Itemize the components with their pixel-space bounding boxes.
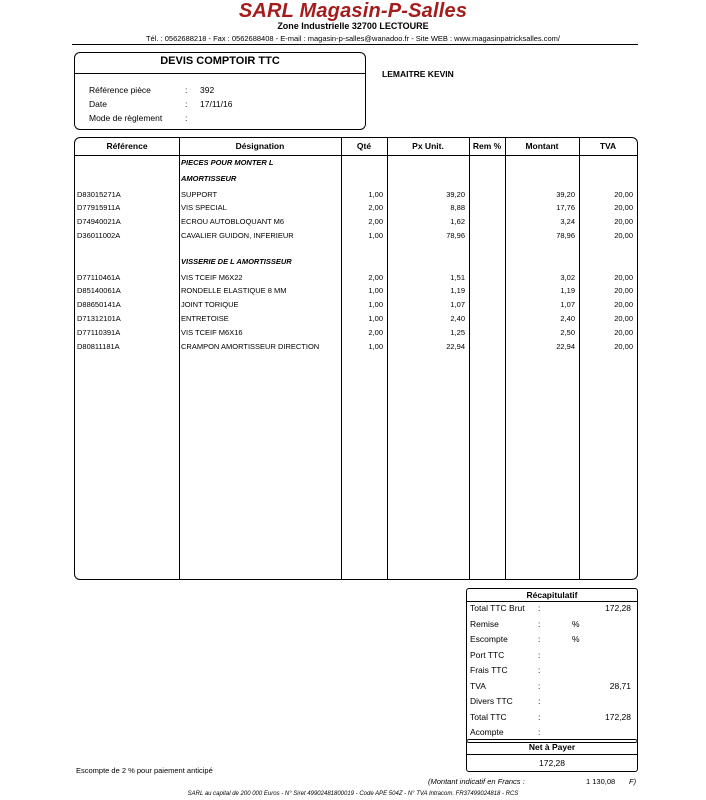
recap-percent: % bbox=[572, 634, 580, 644]
cell-reference: D85140061A bbox=[77, 286, 121, 296]
recap-percent: % bbox=[572, 618, 580, 629]
cell-montant: 1,07 bbox=[560, 300, 575, 310]
recap-row bbox=[467, 665, 637, 680]
cell-px-unit: 1,19 bbox=[450, 286, 465, 296]
devis-info-box bbox=[74, 52, 366, 130]
recap-colon: : bbox=[538, 680, 541, 691]
recap-colon: : bbox=[538, 711, 541, 722]
company-contact: Tél. : 0562688218 - Fax : 0562688408 - E-mail : magasin-p-salles@wanadoo.fr - Site WEB : www.magasinpatricksalles.com/ bbox=[145, 34, 561, 43]
header-divider bbox=[72, 44, 638, 45]
recap-title: Récapitulatif bbox=[526, 590, 578, 600]
cell-designation: VIS TCEIF M6X22 bbox=[181, 272, 243, 282]
recap-label: TVA bbox=[470, 680, 486, 691]
recap-row bbox=[467, 634, 637, 649]
cell-montant: 2,40 bbox=[560, 314, 575, 323]
col-header-montant: Montant bbox=[525, 141, 559, 151]
cell-tva: 20,00 bbox=[614, 189, 633, 199]
cell-tva: 20,00 bbox=[614, 286, 633, 296]
recap-label: Frais TTC bbox=[470, 665, 508, 675]
cell-reference: D77915911A bbox=[77, 203, 121, 213]
cell-tva: 20,00 bbox=[614, 341, 633, 351]
franc-label: (Montant indicatif en Francs : bbox=[428, 777, 525, 786]
recap-label: Remise bbox=[470, 618, 499, 629]
recap-label: Divers TTC bbox=[470, 696, 513, 706]
cell-designation: ENTRETOISE bbox=[181, 314, 229, 323]
cell-reference: D83015271A bbox=[77, 189, 121, 199]
franc-suffix: F) bbox=[629, 777, 637, 786]
cell-px-unit: 8,88 bbox=[450, 203, 465, 213]
cell-montant: 3,24 bbox=[560, 217, 575, 227]
cell-px-unit: 1,25 bbox=[450, 327, 465, 337]
recap-label: Escompte bbox=[470, 634, 508, 644]
recap-row bbox=[467, 619, 637, 634]
cell-reference: D80811181A bbox=[77, 341, 120, 351]
cell-tva: 20,00 bbox=[614, 272, 633, 282]
col-header-designation: Désignation bbox=[235, 141, 285, 151]
col-divider bbox=[179, 138, 180, 579]
cell-designation: RONDELLE ELASTIQUE 8 MM bbox=[181, 286, 287, 296]
mode-label: Mode de règlement bbox=[89, 113, 163, 123]
cell-tva: 20,00 bbox=[614, 314, 633, 323]
date-colon: : bbox=[185, 99, 188, 109]
recap-value: 28,71 bbox=[609, 680, 631, 691]
recap-label: Total TTC Brut bbox=[470, 603, 525, 613]
cell-qte: 1,00 bbox=[368, 231, 383, 240]
col-header-reference: Référence bbox=[106, 141, 148, 151]
net-a-payer-label: Net à Payer bbox=[528, 742, 576, 752]
devis-title-divider bbox=[75, 73, 365, 74]
recap-row bbox=[467, 603, 637, 618]
cell-reference: D77110461A bbox=[77, 272, 121, 282]
cell-designation: VIS SPECIAL bbox=[181, 203, 227, 213]
cell-montant: 78,96 bbox=[556, 231, 575, 240]
net-a-payer-value: 172,28 bbox=[539, 758, 565, 768]
cell-qte: 1,00 bbox=[368, 341, 383, 351]
recap-colon: : bbox=[538, 696, 541, 706]
col-header-qte: Qté bbox=[356, 141, 372, 151]
col-header-px-unit: Px Unit. bbox=[412, 141, 444, 151]
recap-row bbox=[467, 712, 637, 727]
cell-montant: 2,50 bbox=[560, 327, 575, 337]
cell-montant: 3,02 bbox=[560, 272, 575, 282]
cell-montant: 1,19 bbox=[560, 286, 575, 296]
ref-colon: : bbox=[185, 85, 188, 95]
header-divider bbox=[75, 155, 637, 156]
cell-qte: 2,00 bbox=[368, 272, 383, 282]
recap-colon: : bbox=[538, 618, 541, 629]
recap-colon: : bbox=[538, 665, 541, 675]
cell-montant: 17,76 bbox=[556, 203, 575, 213]
recap-row bbox=[467, 696, 637, 711]
recap-row bbox=[467, 650, 637, 665]
cell-reference: D74940021A bbox=[77, 217, 121, 227]
recap-row bbox=[467, 681, 637, 696]
company-name: SARL Magasin-P-Salles bbox=[238, 0, 468, 22]
devis-title: DEVIS COMPTOIR TTC bbox=[160, 55, 280, 67]
cell-px-unit: 39,20 bbox=[446, 189, 465, 199]
net-a-payer-box bbox=[466, 739, 638, 772]
ref-value: 392 bbox=[200, 85, 215, 95]
cell-qte: 2,00 bbox=[368, 217, 383, 227]
cell-px-unit: 2,40 bbox=[450, 314, 465, 323]
cell-px-unit: 78,96 bbox=[446, 231, 465, 240]
items-table bbox=[74, 137, 638, 580]
cell-montant: 39,20 bbox=[556, 189, 575, 199]
recap-colon: : bbox=[538, 649, 541, 660]
section-title: PIECES POUR MONTER L bbox=[181, 158, 274, 167]
recap-label: Acompte bbox=[470, 727, 504, 737]
cell-qte: 1,00 bbox=[368, 314, 383, 323]
cell-tva: 20,00 bbox=[614, 300, 633, 310]
cell-qte: 1,00 bbox=[368, 300, 383, 310]
escompte-note: Escompte de 2 % pour paiement anticipé bbox=[76, 766, 213, 775]
client-name: LEMAITRE KEVIN bbox=[382, 69, 454, 79]
section-title: VISSERIE DE L AMORTISSEUR bbox=[181, 256, 292, 266]
cell-qte: 1,00 bbox=[368, 189, 383, 199]
date-value: 17/11/16 bbox=[200, 99, 233, 109]
recap-colon: : bbox=[538, 634, 541, 644]
section-title: AMORTISSEUR bbox=[181, 173, 237, 183]
date-label: Date bbox=[89, 99, 107, 109]
recap-value: 172,28 bbox=[605, 711, 631, 722]
cell-tva: 20,00 bbox=[614, 231, 633, 240]
cell-designation: SUPPORT bbox=[181, 189, 218, 199]
recap-colon: : bbox=[538, 603, 541, 613]
col-header-remise: Rem % bbox=[472, 141, 502, 151]
cell-px-unit: 1,62 bbox=[450, 217, 465, 227]
legal-footer: SARL au capital de 200 000 Euros - N° Siret 49902481800019 - Code APE 504Z - N° TVA Intracom. FR37499024818 - RCS bbox=[187, 791, 519, 797]
cell-designation: JOINT TORIQUE bbox=[181, 300, 239, 310]
cell-px-unit: 1,51 bbox=[450, 272, 465, 282]
cell-qte: 2,00 bbox=[368, 327, 383, 337]
cell-px-unit: 1,07 bbox=[450, 300, 465, 310]
recap-box bbox=[466, 588, 638, 743]
col-header-tva: TVA bbox=[599, 141, 617, 151]
ref-label: Référence pièce bbox=[89, 85, 151, 95]
cell-qte: 1,00 bbox=[368, 286, 383, 296]
cell-tva: 20,00 bbox=[614, 203, 633, 213]
net-a-payer-divider bbox=[467, 754, 637, 755]
cell-reference: D88650141A bbox=[77, 300, 121, 310]
cell-designation: CRAMPON AMORTISSEUR DIRECTION bbox=[181, 341, 320, 351]
cell-designation: VIS TCEIF M6X16 bbox=[181, 327, 243, 337]
company-address: Zone Industrielle 32700 LECTOURE bbox=[277, 21, 429, 31]
franc-value: 1 130,08 bbox=[586, 777, 616, 786]
cell-reference: D77110391A bbox=[77, 327, 121, 337]
mode-colon: : bbox=[185, 113, 188, 123]
cell-qte: 2,00 bbox=[368, 203, 383, 213]
cell-reference: D36011002A bbox=[77, 231, 121, 240]
cell-montant: 22,94 bbox=[556, 341, 575, 351]
cell-reference: D71312101A bbox=[77, 314, 121, 323]
cell-designation: ECROU AUTOBLOQUANT M6 bbox=[181, 217, 285, 227]
recap-label: Port TTC bbox=[470, 649, 505, 660]
cell-designation: CAVALIER GUIDON, INFERIEUR bbox=[181, 231, 294, 240]
recap-title-divider bbox=[467, 601, 637, 602]
cell-tva: 20,00 bbox=[614, 327, 633, 337]
recap-colon: : bbox=[538, 727, 541, 737]
col-divider bbox=[469, 138, 470, 579]
cell-tva: 20,00 bbox=[614, 217, 633, 227]
recap-value: 172,28 bbox=[605, 603, 631, 613]
recap-label: Total TTC bbox=[470, 711, 507, 722]
cell-px-unit: 22,94 bbox=[446, 341, 465, 351]
